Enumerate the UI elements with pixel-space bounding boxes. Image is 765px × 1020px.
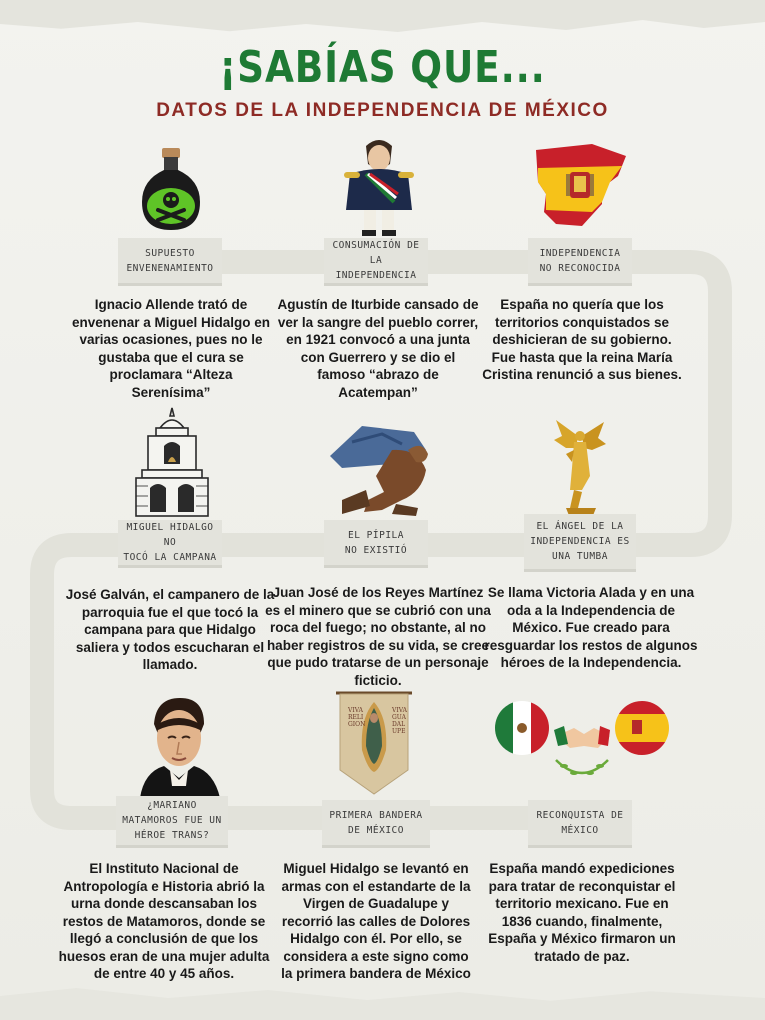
iturbide-portrait-icon — [336, 136, 422, 236]
fact-text-supuesto-envenenamiento: Ignacio Allende trató de envenenar a Miguel Hidalgo en varias ocasiones, pues no le gustaba que el cura se proclamara “Alteza Serenísima” — [71, 297, 271, 400]
fact-text-primera-bandera: Miguel Hidalgo se levantó en armas con el estandarte de la Virgen de Guadalupe y recorrió las calles de Dolores Hidalgo con él. Por ello, se considera a este signo como la primera bandera de México — [281, 861, 471, 981]
fact-label-primera-bandera: PRIMERA BANDERA DE MÉXICO — [322, 800, 430, 848]
handshake-flags-icon — [494, 700, 670, 784]
fact-label-independencia-no-reconocida: INDEPENDENCIA NO RECONOCIDA — [528, 238, 632, 286]
fact-text-reconquista: España mandó expediciones para tratar de reconquistar el territorio mexicano. Fue en 1836 cuando, finalmente, España y México firmaron un tratado de paz. — [488, 861, 676, 964]
pipila-statue-icon — [322, 420, 434, 516]
spain-map-icon — [532, 142, 630, 228]
guadalupe-banner-icon — [334, 690, 414, 796]
fact-text-pipila: Juan José de los Reyes Martínez es el minero que se cubrió con una roca del fuego; no obstante, al no haber registros de su vida, se cree que pudo tratarse de un personaje ficticio. — [265, 585, 491, 688]
fact-label-matamoros: ¿MARIANO MATAMOROS FUE UN HÉROE TRANS? — [116, 796, 228, 848]
golden-angel-icon — [552, 418, 608, 520]
fact-text-hidalgo-campana: José Galván, el campanero de la parroquia fue el que tocó la campana para que Hidalgo saliera y todos escucharan el llamado. — [65, 587, 275, 672]
fact-label-pipila: EL PÍPILA NO EXISTIÓ — [324, 520, 428, 568]
page-title: ¡SABÍAS QUE... — [219, 42, 546, 93]
fact-label-angel: EL ÁNGEL DE LA INDEPENDENCIA ES UNA TUMBA — [524, 514, 636, 572]
fact-label-reconquista: RECONQUISTA DE MÉXICO — [528, 800, 632, 848]
fact-label-hidalgo-campana: MIGUEL HIDALGO NO TOCÓ LA CAMPANA — [118, 520, 222, 568]
banner-text-right: VIVA GUA DAL UPE — [392, 707, 407, 735]
bell-tower-icon — [130, 406, 214, 518]
banner-text-left: VIVA RELI GION — [348, 707, 366, 728]
fact-text-consumacion: Agustín de Iturbide cansado de ver la sangre del pueblo correr, en 1921 convocó a una junta con Guerrero y se dio el famoso “abrazo de Acatempan” — [277, 297, 479, 400]
fact-text-angel: Se llama Victoria Alada y en una oda a la Independencia de México. Fue creado para resguardar los restos de algunos héroes de la Independencia. — [484, 585, 698, 670]
page-subtitle: DATOS DE LA INDEPENDENCIA DE MÉXICO — [156, 100, 609, 121]
matamoros-portrait-icon — [134, 694, 224, 798]
fact-text-matamoros: El Instituto Nacional de Antropología e Historia abrió la urna donde descansaban los restos de Matamoros, donde se llegó a conclusión de que los huesos eran de una mujer adulta de entre 40 y 45 años. — [58, 861, 270, 981]
fact-label-consumacion: CONSUMACIÓN DE LA INDEPENDENCIA — [324, 238, 428, 286]
poison-bottle-icon — [138, 146, 204, 232]
fact-label-supuesto-envenenamiento: SUPUESTO ENVENENAMIENTO — [118, 238, 222, 286]
fact-text-independencia-no-reconocida: España no quería que los territorios conquistados se deshicieran de su gobierno. Fue hasta que la reina María Cristina renunció a sus bienes. — [482, 297, 682, 382]
